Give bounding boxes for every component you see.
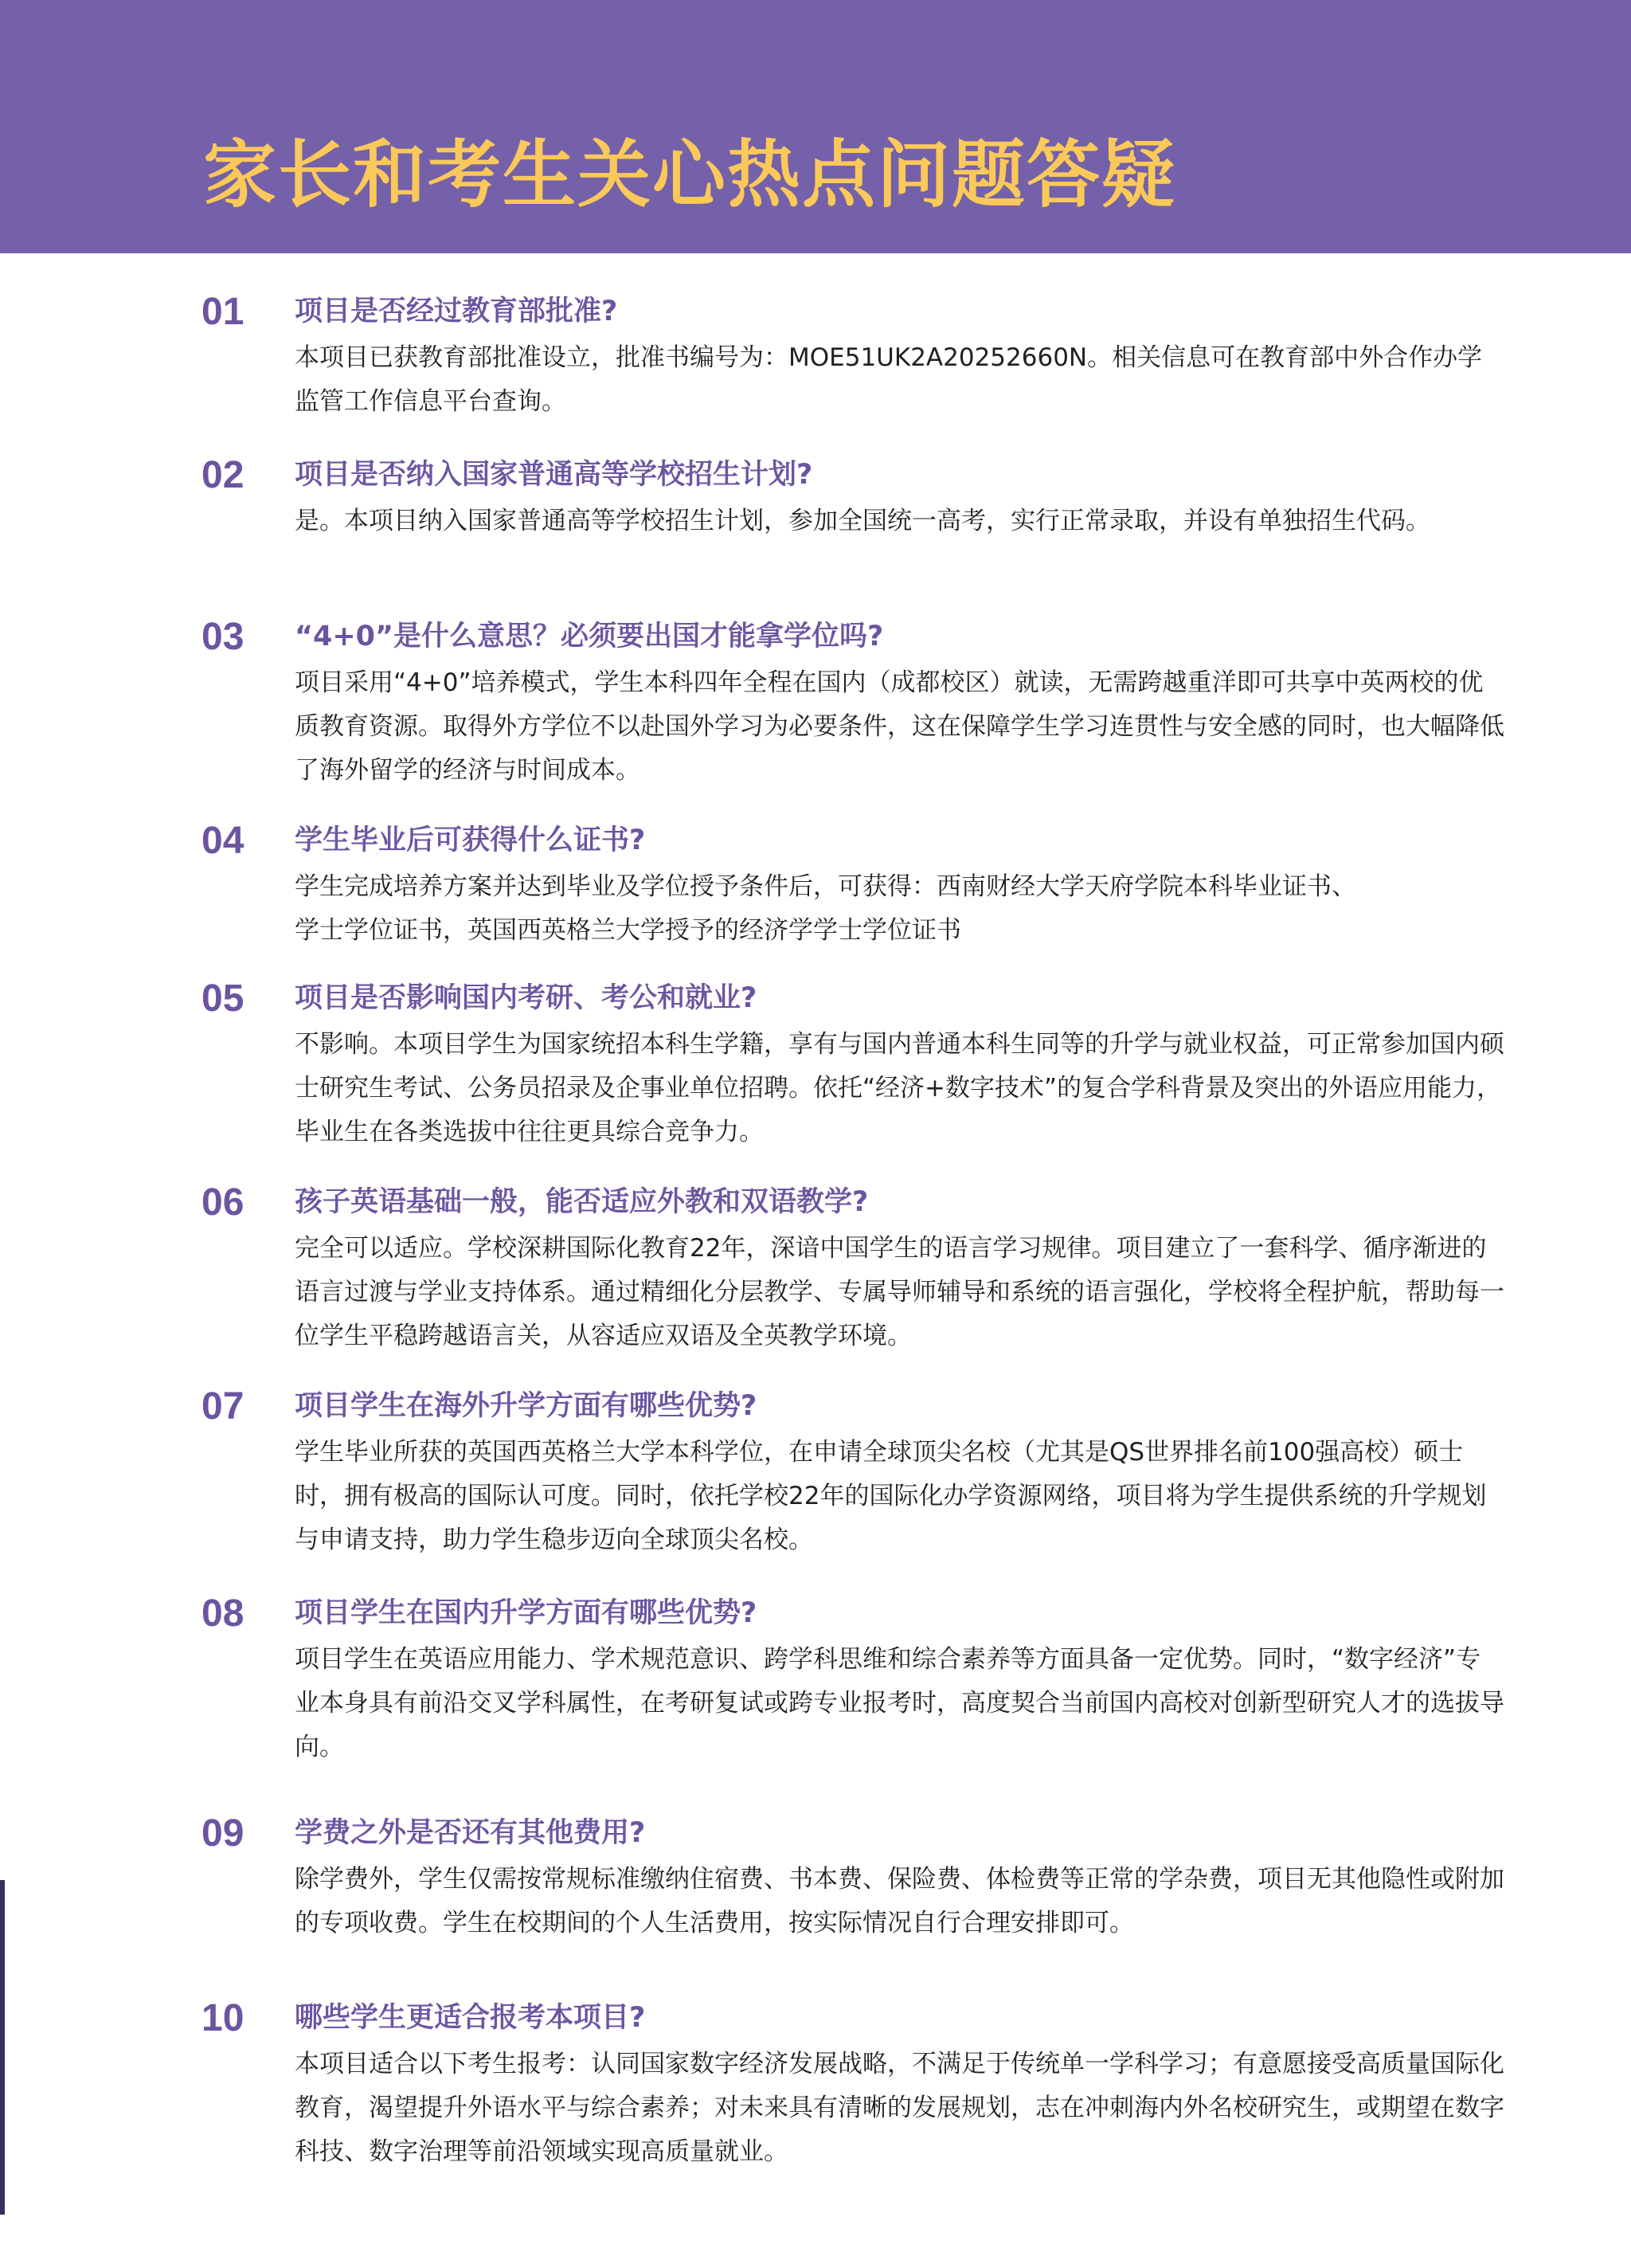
faq-number: 01 — [201, 291, 244, 333]
faq-number: 02 — [201, 454, 244, 496]
faq-answer: 不影响。本项目学生为国家统招本科生学籍，享有与国内普通本科生同等的升学与就业权益，可正常参加国内硕士研究生考试、公务员招录及企事业单位招聘。依托“经济+数字技术”的复合学科背景及突出的外语应用能力，毕业生在各类选拔中往往更具综合竞争力。 — [295, 1030, 1504, 1146]
faq-question: 项目是否影响国内考研、考公和就业? — [295, 982, 757, 1014]
faq-number: 07 — [201, 1385, 244, 1428]
page-title: 家长和考生关心热点问题答疑 — [203, 132, 1177, 217]
faq-number: 04 — [201, 820, 244, 862]
faq-question: 项目是否纳入国家普通高等学校招生计划? — [295, 459, 813, 491]
faq-answer: 学生毕业所获的英国西英格兰大学本科学位，在申请全球顶尖名校（尤其是QS世界排名前100强高校）硕士时，拥有极高的国际认可度。同时，依托学校22年的国际化办学资源网络，项目将为学生提供系统的升学规划与申请支持，助力学生稳步迈向全球顶尖名校。 — [295, 1438, 1487, 1554]
faq-answer: 完全可以适应。学校深耕国际化教育22年，深谙中国学生的语言学习规律。项目建立了一套科学、循序渐进的语言过渡与学业支持体系。通过精细化分层教学、专属导师辅导和系统的语言强化，学校将全程护航，帮助每一位学生平稳跨越语言关，从容适应双语及全英教学环境。 — [295, 1234, 1504, 1350]
faq-answer: 是。本项目纳入国家普通高等学校招生计划，参加全国统一高考，实行正常录取，并设有单独招生代码。 — [295, 507, 1430, 535]
faq-question: 哪些学生更适合报考本项目? — [295, 2002, 646, 2034]
faq-answer: 项目采用“4+0”培养模式，学生本科四年全程在国内（成都校区）就读，无需跨越重洋即可共享中英两校的优质教育资源。取得外方学位不以赴国外学习为必要条件，这在保障学生学习连贯性与安全感的同时，也大幅降低了海外留学的经济与时间成本。 — [295, 668, 1504, 785]
faq-question: “4+0”是什么意思？必须要出国才能拿学位吗? — [295, 621, 884, 652]
faq-answer: 本项目适合以下考生报考：认同国家数字经济发展战略，不满足于传统单一学科学习；有意愿接受高质量国际化教育，渴望提升外语水平与综合素养；对未来具有清晰的发展规划，志在冲刺海内外名校研究生，或期望在数字科技、数字治理等前沿领域实现高质量就业。 — [295, 2050, 1504, 2166]
faq-answer: 本项目已获教育部批准设立，批准书编号为：MOE51UK2A20252660N。相关信息可在教育部中外合作办学监管工作信息平台查询。 — [295, 343, 1483, 416]
side-decoration-bar — [0, 1880, 5, 2215]
page-header-banner — [0, 0, 1631, 253]
faq-question: 学生毕业后可获得什么证书? — [295, 825, 646, 856]
faq-question: 项目学生在国内升学方面有哪些优势? — [295, 1597, 757, 1629]
faq-number: 03 — [201, 616, 244, 658]
faq-question: 项目学生在海外升学方面有哪些优势? — [295, 1390, 757, 1422]
faq-question: 学费之外是否还有其他费用? — [295, 1817, 646, 1849]
faq-number: 06 — [201, 1181, 244, 1224]
faq-answer: 除学费外，学生仅需按常规标准缴纳住宿费、书本费、保险费、体检费等正常的学杂费，项目无其他隐性或附加的专项收费。学生在校期间的个人生活费用，按实际情况自行合理安排即可。 — [295, 1865, 1504, 1937]
faq-number: 09 — [201, 1812, 244, 1855]
faq-question: 项目是否经过教育部批准? — [295, 296, 618, 327]
faq-answer: 项目学生在英语应用能力、学术规范意识、跨学科思维和综合素养等方面具备一定优势。同时，“数字经济”专业本身具有前沿交叉学科属性，在考研复试或跨专业报考时，高度契合当前国内高校对创新型研究人才的选拔导向。 — [295, 1645, 1504, 1761]
faq-answer — [295, 865, 1505, 953]
faq-number: 05 — [201, 977, 244, 1020]
faq-number: 10 — [201, 1997, 244, 2039]
faq-answer-line: 学士学位证书，英国西英格兰大学授予的经济学学士学位证书 — [295, 916, 961, 945]
faq-question: 孩子英语基础一般，能否适应外教和双语教学? — [295, 1186, 869, 1218]
faq-answer-line: 学生完成培养方案并达到毕业及学位授予条件后，可获得：西南财经大学天府学院本科毕业证书、 — [295, 872, 1356, 901]
faq-number: 08 — [201, 1592, 244, 1635]
